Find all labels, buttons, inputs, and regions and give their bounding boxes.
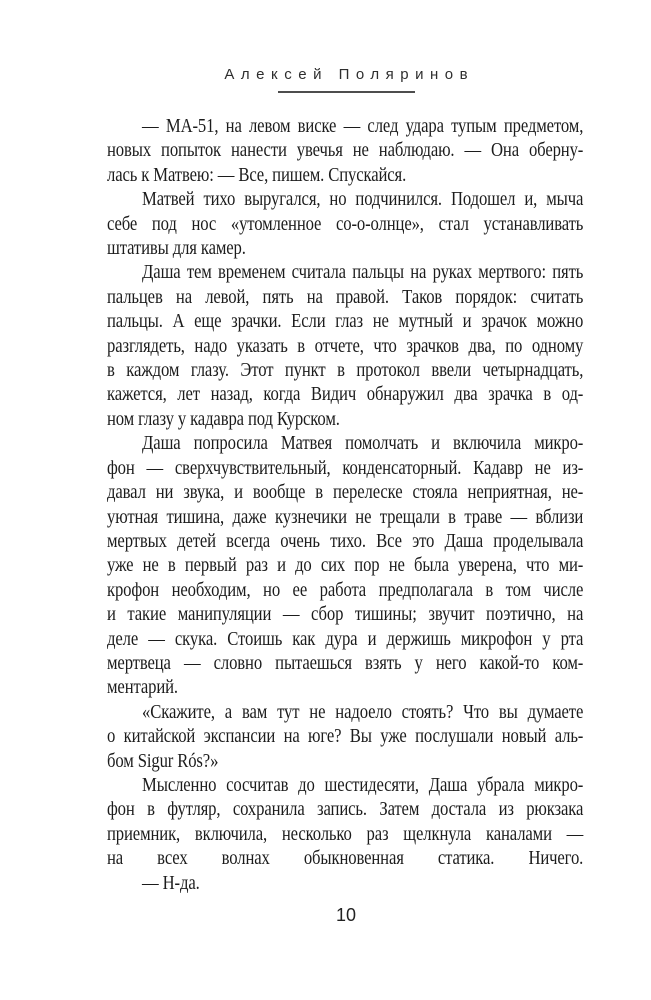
body-text <box>107 115 583 896</box>
text-line: крофон необходим, но ее работа предполагала в том числе <box>107 579 584 601</box>
text-line: Матвей тихо выругался, но подчинился. Подошел и, мыча <box>142 189 584 211</box>
paragraph <box>107 701 583 774</box>
text-line: мертвеца — словно пытаешься взять у него какой-то ком- <box>107 652 584 674</box>
text-line: уже не в первый раз и до сих пор не была уверена, что ми- <box>107 555 584 577</box>
page-number: 10 <box>335 905 357 925</box>
text-line: ментарий. <box>107 677 178 699</box>
text-line: штативы для камер. <box>107 238 246 260</box>
text-line: мертвых детей всегда очень тихо. Все это Даша проделывала <box>107 530 584 552</box>
text-line: на всех волнах обыкновенная статика. Ничего. <box>107 848 584 870</box>
text-line: кажется, лет назад, когда Видич обнаружил два зрачка в од- <box>107 384 584 406</box>
text-line: разглядеть, надо указать в отчете, что зрачков два, по одному <box>107 335 584 357</box>
paragraph <box>107 115 583 188</box>
text-line: в каждом глазу. Этот пункт в протокол ввели четырнадцать, <box>107 360 584 382</box>
text-line: лась к Матвею: — Все, пишем. Спускайся. <box>107 164 407 186</box>
paragraph <box>107 774 583 896</box>
text-line: новых попыток нанести увечья не наблюдаю. — Она оберну- <box>107 140 584 162</box>
text-line: давал ни звука, и вообще в перелеске стояла неприятная, не- <box>107 482 584 504</box>
text-line: — МА-51, на левом виске — след удара тупым предметом, <box>142 116 584 137</box>
text-line: Мысленно сосчитав до шестидесяти, Даша убрала микро- <box>142 774 584 796</box>
text-line: фон в футляр, сохранила запись. Затем достала из рюкзака <box>107 799 584 821</box>
text-line: бом Sigur Rós?» <box>107 750 219 772</box>
author-name: Алексей Поляринов <box>224 66 475 83</box>
header-rule <box>278 91 415 93</box>
paragraph <box>107 432 583 700</box>
text-line: Даша попросила Матвея помолчать и включила микро- <box>142 433 584 455</box>
paragraph <box>107 188 583 261</box>
text-line: Даша тем временем считала пальцы на руках мертвого: пять <box>142 262 584 284</box>
text-line: уютная тишина, даже кузнечики не трещали в траве — вблизи <box>107 506 584 528</box>
text-line: приемник, включила, несколько раз щелкнула каналами — <box>107 823 584 845</box>
running-head <box>107 66 585 93</box>
text-line: ном глазу у кадавра под Курском. <box>107 408 340 430</box>
text-line: пальцы. А еще зрачки. Если глаз не мутный и зрачок можно <box>107 311 584 333</box>
text-line: фон — сверхчувствительный, конденсаторный. Кадавр не из- <box>107 457 584 479</box>
text-line: себе под нос «утомленное со-о-олнце», стал устанавливать <box>107 213 584 235</box>
text-line: деле — скука. Стоишь как дура и держишь микрофон у рта <box>107 628 584 650</box>
text-column <box>107 0 585 1000</box>
text-line: «Скажите, а вам тут не надоело стоять? Что вы думаете <box>142 701 584 723</box>
text-line: о китайской экспансии на юге? Вы уже послушали новый аль- <box>107 726 584 748</box>
text-line: пальцев на левой, пять на правой. Таков порядок: считать <box>107 286 584 308</box>
text-line: — Н-да. <box>142 872 200 894</box>
text-line: и такие манипуляции — сбор тишины; звучит поэтично, на <box>107 604 584 626</box>
paragraph <box>107 261 583 432</box>
